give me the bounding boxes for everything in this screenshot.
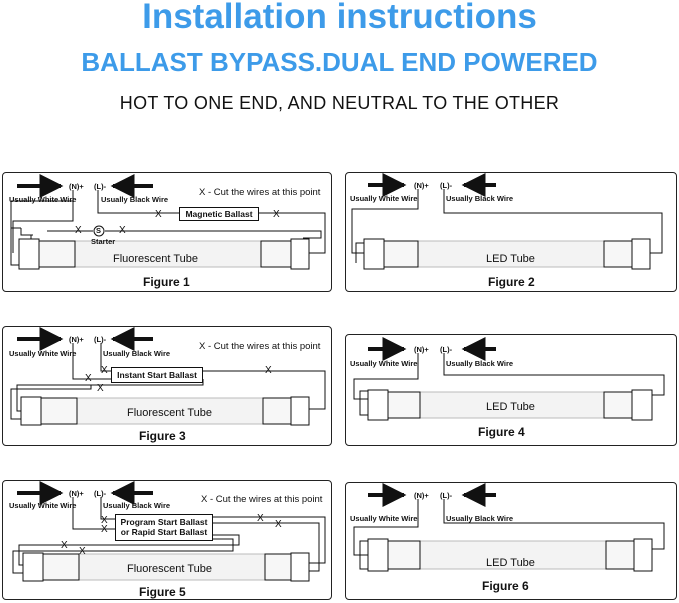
white-wire-label: Usually White Wire — [9, 195, 77, 204]
white-wire-label: Usually White Wire — [350, 194, 418, 203]
page-title: Installation instructions — [142, 0, 537, 36]
starter-label: Starter — [91, 237, 116, 246]
left-pin-cap — [21, 397, 41, 425]
cut-mark: X — [265, 365, 272, 376]
magnetic-ballast-box: Magnetic Ballast — [179, 207, 259, 221]
cut-mark: X — [273, 209, 280, 220]
right-pin-cap — [291, 553, 309, 581]
live-label: (L)- — [94, 489, 107, 498]
figure-2-caption: Figure 2 — [488, 275, 535, 289]
program-rapid-start-ballast-box — [115, 514, 213, 541]
live-label: (L)- — [440, 181, 453, 190]
ballast-line-1: Program Start Ballast — [120, 517, 208, 527]
tube-label: LED Tube — [486, 401, 535, 413]
cut-mark: X — [101, 515, 108, 526]
tube-label: Fluorescent Tube — [127, 407, 212, 419]
right-pin-cap — [634, 539, 652, 571]
black-wire-label: Usually Black Wire — [103, 349, 171, 358]
figure-1-caption: Figure 1 — [143, 275, 190, 289]
cut-mark: X — [155, 209, 162, 220]
left-end-cap — [39, 241, 75, 267]
tube-label: LED Tube — [486, 253, 535, 265]
wiring-tagline: HOT TO ONE END, AND NEUTRAL TO THE OTHER — [119, 93, 560, 113]
figure-4-caption: Figure 4 — [478, 425, 525, 439]
figure-5-caption: Figure 5 — [139, 585, 186, 599]
black-wire-label: Usually Black Wire — [103, 501, 171, 510]
cut-mark: X — [75, 225, 82, 236]
cut-mark: X — [85, 373, 92, 384]
figure-6-panel — [345, 482, 677, 600]
left-pin-cap — [368, 390, 388, 420]
live-label: (L)- — [440, 491, 453, 500]
live-label: (L)- — [94, 182, 107, 191]
left-pin-cap — [368, 539, 388, 571]
right-end-cap — [265, 554, 291, 580]
black-wire-label: Usually Black Wire — [101, 195, 169, 204]
black-wire-label: Usually Black Wire — [446, 359, 514, 368]
right-pin-cap — [632, 390, 652, 420]
right-pin-cap — [632, 239, 650, 269]
neutral-label: (N)+ — [414, 345, 429, 354]
cut-mark: X — [79, 546, 86, 557]
left-pin-cap — [23, 553, 43, 581]
white-wire-label: Usually White Wire — [350, 359, 418, 368]
figure-3-panel — [2, 326, 332, 446]
cut-mark: X — [257, 513, 264, 524]
figure-3-caption: Figure 3 — [139, 429, 186, 443]
right-pin-cap — [291, 239, 309, 269]
cut-note: X - Cut the wires at this point — [199, 187, 321, 198]
neutral-label: (N)+ — [69, 335, 84, 344]
right-pin-cap — [291, 397, 309, 425]
neutral-label: (N)+ — [414, 181, 429, 190]
tube-label: LED Tube — [486, 557, 535, 569]
cut-mark: X — [101, 524, 108, 535]
figure-5-panel — [2, 480, 332, 600]
tube-label: Fluorescent Tube — [127, 563, 212, 575]
right-end-cap — [604, 241, 632, 267]
white-wire-label: Usually White Wire — [350, 514, 418, 523]
white-wire-label: Usually White Wire — [9, 501, 77, 510]
cut-mark: X — [97, 383, 104, 394]
starter-symbol-letter: S — [96, 226, 102, 235]
left-pin-cap — [364, 239, 384, 269]
live-label: (L)- — [94, 335, 107, 344]
neutral-label: (N)+ — [414, 491, 429, 500]
cut-mark: X — [101, 365, 108, 376]
left-end-cap — [388, 541, 420, 569]
right-end-cap — [606, 541, 634, 569]
tube-label: Fluorescent Tube — [113, 253, 198, 265]
left-end-cap — [43, 554, 79, 580]
left-pin-cap — [19, 239, 39, 269]
figure-4-panel — [345, 334, 677, 446]
right-end-cap — [263, 398, 291, 424]
right-end-cap — [261, 241, 291, 267]
live-label: (L)- — [440, 345, 453, 354]
left-end-cap — [384, 241, 418, 267]
figure-1-panel — [2, 172, 332, 292]
cut-mark: X — [275, 519, 282, 530]
instant-start-ballast-box: Instant Start Ballast — [111, 367, 203, 383]
left-end-cap — [41, 398, 77, 424]
cut-note: X - Cut the wires at this point — [201, 494, 323, 505]
left-end-cap — [388, 392, 420, 418]
cut-mark: X — [61, 540, 68, 551]
figure-6-caption: Figure 6 — [482, 579, 529, 593]
black-wire-label: Usually Black Wire — [446, 194, 514, 203]
cut-mark: X — [119, 225, 126, 236]
right-end-cap — [604, 392, 632, 418]
neutral-label: (N)+ — [69, 182, 84, 191]
neutral-label: (N)+ — [69, 489, 84, 498]
white-wire-label: Usually White Wire — [9, 349, 77, 358]
figure-2-panel — [345, 172, 677, 292]
cut-note: X - Cut the wires at this point — [199, 341, 321, 352]
page-subtitle: BALLAST BYPASS.DUAL END POWERED — [81, 47, 598, 77]
ballast-line-2: or Rapid Start Ballast — [120, 527, 208, 537]
black-wire-label: Usually Black Wire — [446, 514, 514, 523]
